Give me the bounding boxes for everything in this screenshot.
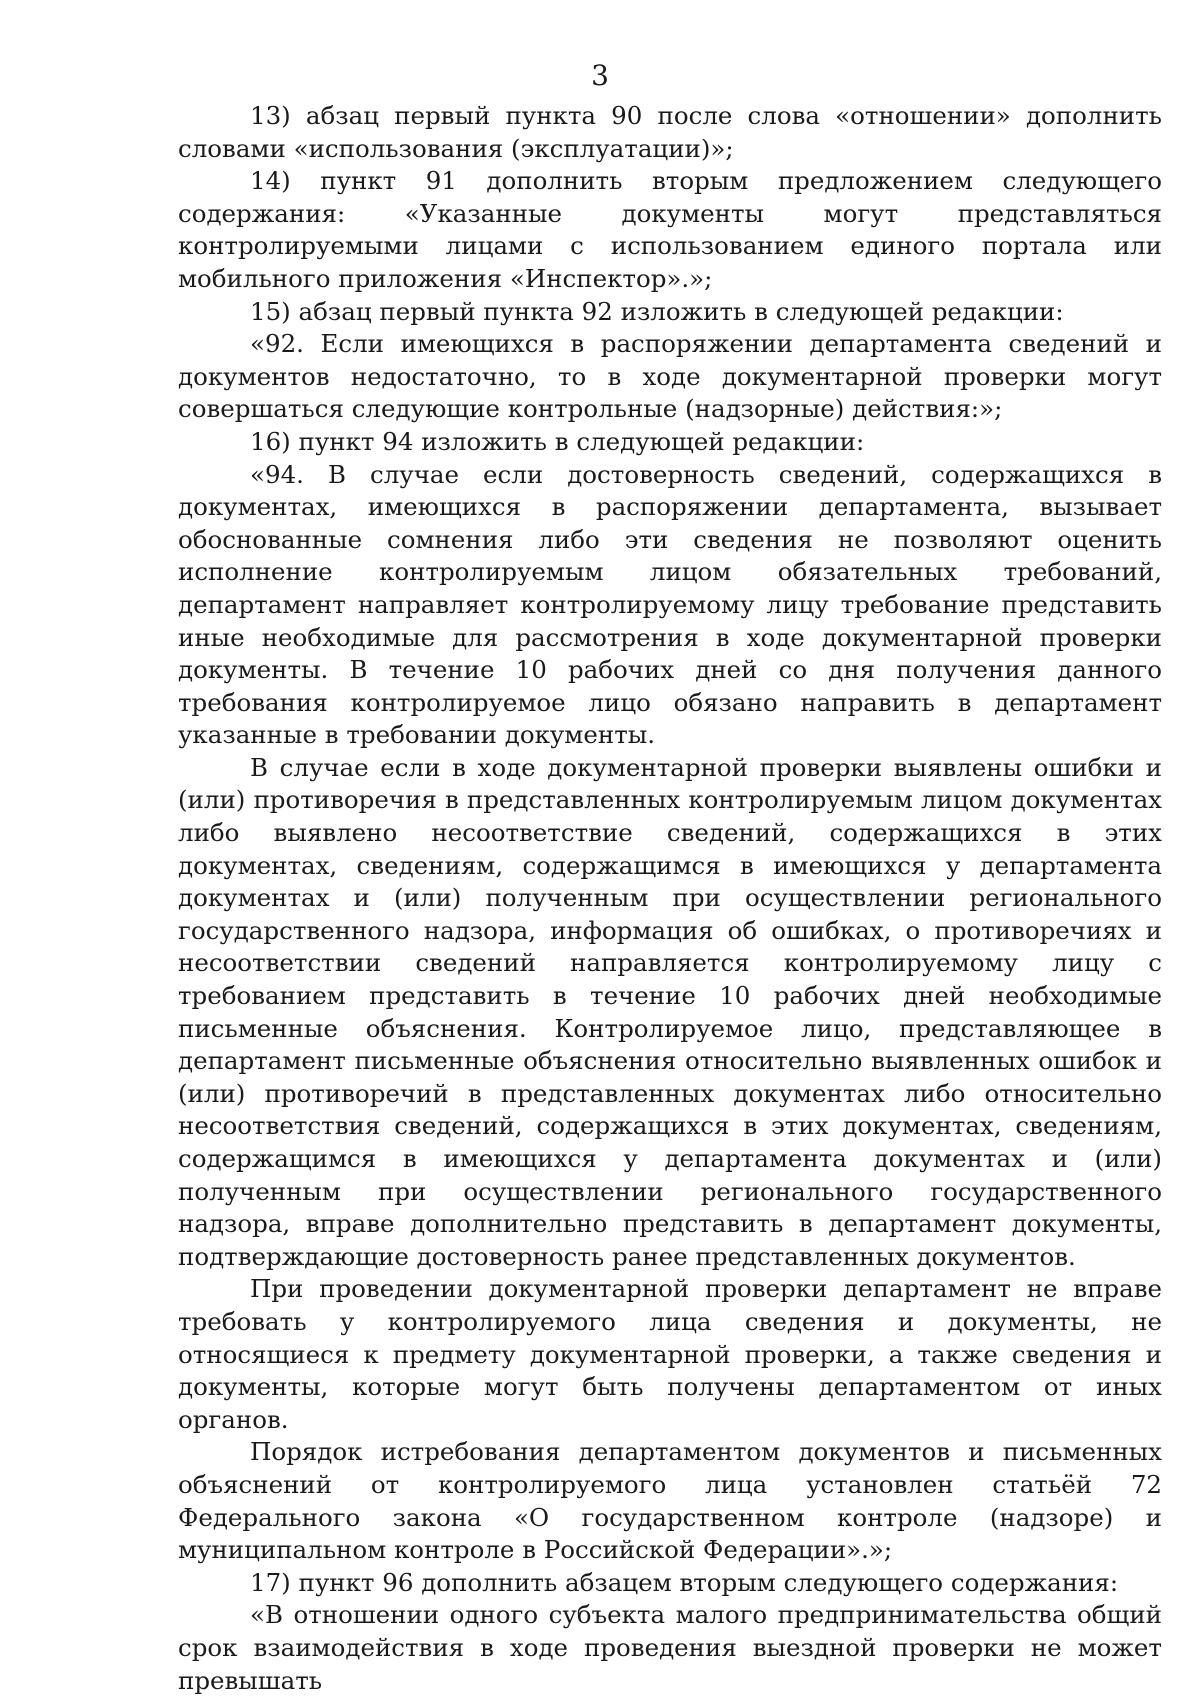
paragraph-item-16: 16) пункт 94 изложить в следующей редакции:	[250, 426, 865, 456]
paragraph-item-15: 15) абзац первый пункта 92 изложить в следующей редакции:	[250, 296, 1064, 326]
paragraph-restrictions: При проведении документарной проверки департамент не вправе требовать у контролируемого лица сведения и документы, не относящиеся к предмету документарной проверки, а также сведения и документы, которые могут быть получены департаментом от иных органов.	[178, 1274, 1162, 1434]
paragraph-procedure: Порядок истребования департаментом документов и письменных объяснений от контролируемого лица установлен статьёй 72 Федерального закона «О государственном контроле (надзоре) и муниципальном контроле в Российской Федерации».»;	[178, 1437, 1162, 1565]
document-body	[178, 100, 1162, 1697]
paragraph-quote-94: «94. В случае если достоверность сведений, содержащихся в документах, имеющихся в распоряжении департамента, вызывает обоснованные сомнения либо эти сведения не позволяют оценить исполнение контролируемым лицом обязательных требований, департамент направляет контролируемому лицу требование представить иные необходимые для рассмотрения в ходе документарной проверки документы. В течение 10 рабочих дней со дня получения данного требования контролируемое лицо обязано направить в департамент указанные в требовании документы.	[178, 459, 1162, 750]
paragraph-item-17: 17) пункт 96 дополнить абзацем вторым следующего содержания:	[250, 1567, 1119, 1597]
paragraph-errors-contradictions: В случае если в ходе документарной проверки выявлены ошибки и (или) противоречия в представленных контролируемым лицом документах либо выявлено несоответствие сведений, содержащихся в этих документах, сведениям, содержащимся в имеющихся у департамента документах и (или) полученным при осуществлении регионального государственного надзора, информация об ошибках, о противоречиях и несоответствии сведений направляется контролируемому лицу с требованием представить в течение 10 рабочих дней необходимые письменные объяснения. Контролируемое лицо, представляющее в департамент письменные объяснения относительно выявленных ошибок и (или) противоречий в представленных документах либо относительно несоответствия сведений, содержащихся в этих документах, сведениям, содержащимся в имеющихся у департамента документах и (или) полученным при осуществлении регионального государственного надзора, вправе дополнительно представить в департамент документы, подтверждающие достоверность ранее представленных документов.	[178, 752, 1162, 1271]
page-number: 3	[591, 59, 609, 92]
paragraph-quote-small-business: «В отношении одного субъекта малого предпринимательства общий срок взаимодействия в ходе проведения выездной проверки не может превышать	[178, 1600, 1162, 1695]
paragraph-item-13: 13) абзац первый пункта 90 после слова «отношении» дополнить словами «использования (эксплуатации)»;	[178, 101, 1162, 163]
paragraph-item-14: 14) пункт 91 дополнить вторым предложением следующего содержания: «Указанные документы могут представляться контролируемыми лицами с использованием единого портала или мобильного приложения «Инспектор».»;	[178, 166, 1162, 293]
paragraph-quote-92: «92. Если имеющихся в распоряжении департамента сведений и документов недостаточно, то в ходе документарной проверки могут совершаться следующие контрольные (надзорные) действия:»;	[178, 329, 1162, 424]
